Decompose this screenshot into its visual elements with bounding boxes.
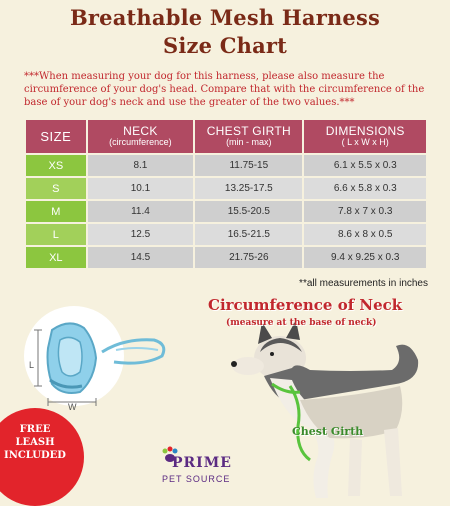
table-row (26, 155, 426, 176)
dimension-w-label: W (68, 402, 77, 412)
neck-cell: 8.1 (88, 155, 194, 176)
brand-subtitle: PET SOURCE (162, 474, 231, 484)
chart-subtitle: Size Chart (162, 33, 288, 58)
units-footnote: **all measurements in inches (299, 278, 428, 289)
size-cell: L (26, 224, 86, 245)
chest-girth-label: Chest Girth (292, 425, 364, 438)
dims-cell: 6.6 x 5.8 x 0.3 (304, 178, 426, 199)
chest-cell: 15.5-20.5 (195, 201, 302, 222)
badge-line-1: FREE (19, 424, 51, 435)
size-table (24, 118, 428, 270)
harness-illustration (24, 300, 174, 412)
table-row (26, 247, 426, 268)
chest-cell: 21.75-26 (195, 247, 302, 268)
size-cell: M (26, 201, 86, 222)
table-row (26, 224, 426, 245)
dog-illustration (200, 300, 440, 500)
dimension-l-label: L (29, 360, 35, 370)
circumference-sub-label: (measure at the base of neck) (226, 318, 377, 328)
neck-cell: 11.4 (88, 201, 194, 222)
brand-name: PRIME (172, 455, 232, 471)
dims-cell: 6.1 x 5.5 x 0.3 (304, 155, 426, 176)
neck-cell: 10.1 (88, 178, 194, 199)
neck-cell: 12.5 (88, 224, 194, 245)
table-row (26, 178, 426, 199)
header-dimensions: DIMENSIONS ( L x W x H) (304, 120, 426, 153)
badge-line-2: LEASH (15, 437, 55, 448)
dims-cell: 8.6 x 8 x 0.5 (304, 224, 426, 245)
badge-line-3: INCLUDED (4, 450, 66, 461)
size-cell: XL (26, 247, 86, 268)
table-header-row (26, 120, 426, 153)
circumference-label: Circumference of Neck (208, 296, 403, 314)
chest-cell: 13.25-17.5 (195, 178, 302, 199)
measurement-note: ***When measuring your dog for this harness, please also measure the circumference of your dog's head. Compare that with the circumference of the base of your dog's neck and use the greater of the two values.*** (24, 71, 425, 109)
header-chest-girth: CHEST GIRTH (min - max) (195, 120, 302, 153)
size-cell: S (26, 178, 86, 199)
neck-cell: 14.5 (88, 247, 194, 268)
header-neck: NECK (circumference) (88, 120, 194, 153)
dims-cell: 7.8 x 7 x 0.3 (304, 201, 426, 222)
chest-cell: 11.75-15 (195, 155, 302, 176)
chest-cell: 16.5-21.5 (195, 224, 302, 245)
size-cell: XS (26, 155, 86, 176)
dims-cell: 9.4 x 9.25 x 0.3 (304, 247, 426, 268)
header-size: SIZE (26, 120, 86, 153)
table-row (26, 201, 426, 222)
free-leash-badge (0, 408, 84, 506)
chart-title: Breathable Mesh Harness (69, 5, 381, 30)
